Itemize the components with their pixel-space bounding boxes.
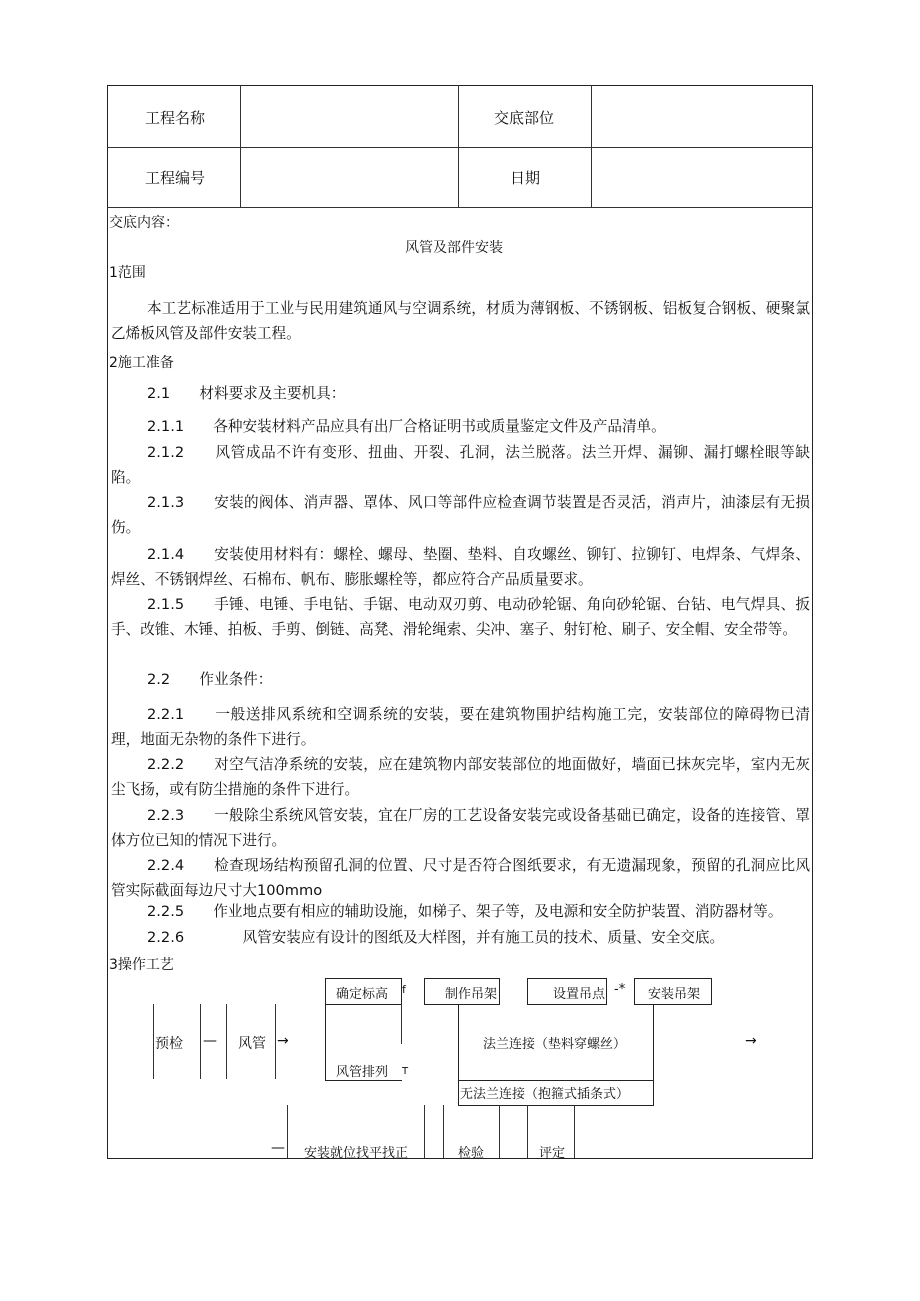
para-2-1-4: 2.1.4 安装使用材料有：螺栓、螺母、垫圈、垫料、自攻螺丝、铆钉、拉铆钉、电焊条、气焊条、焊丝、不锈钢焊丝、石棉布、帆布、膨胀螺栓等，都应符合产品质量要求。 xyxy=(111,546,810,588)
para-2-2-3: 2.2.3 一般除尘系统风管安装，宜在厂房的工艺设备安装完或设备基础已确定，设备的连接管、罩体方位已知的情况下进行。 xyxy=(111,807,810,849)
flow-dash: — xyxy=(271,1140,285,1156)
flow-line xyxy=(153,1004,154,1079)
flow-install-hanger: 安装吊架 xyxy=(648,987,701,1002)
section-1-heading: 1范围 xyxy=(109,265,146,281)
flow-make-hanger: 制作吊架 xyxy=(445,987,498,1002)
flow-flange: 法兰连接（垫料穿螺丝） xyxy=(483,1037,627,1052)
flow-line xyxy=(574,1105,575,1158)
flow-line xyxy=(401,1004,402,1044)
divider xyxy=(107,207,813,208)
section-1-text: 本工艺标准适用于工业与民用建筑通风与空调系统，材质为薄钢板、不锈钢板、铝板复合钢板、硬聚氯乙烯板风管及部件安装工程。 xyxy=(111,300,810,342)
date-label: 日期 xyxy=(510,169,541,187)
flow-line xyxy=(527,1105,528,1158)
para-2-1-1: 2.1.1 各种安装材料产品应具有出厂合格证明书或质量鉴定文件及产品清单。 xyxy=(147,418,666,435)
flow-install-level: 安装就位找平找正 xyxy=(304,1146,409,1161)
section-3-heading: 3操作工艺 xyxy=(109,957,174,973)
flow-duct-arrange: 风管排列 xyxy=(336,1065,389,1080)
handover-part-label: 交底部位 xyxy=(494,109,555,127)
para-2-2-1: 2.2.1 一般送排风系统和空调系统的安装，要在建筑物围护结构施工完，安装部位的障碍物已清理，地面无杂物的条件下进行。 xyxy=(111,706,810,748)
flow-dash: — xyxy=(203,1033,217,1049)
divider xyxy=(458,85,459,207)
para-2-2: 2.2 作业条件： xyxy=(147,671,273,688)
flow-line xyxy=(226,1004,227,1079)
project-name-label: 工程名称 xyxy=(145,109,206,127)
flow-elevation: 确定标高 xyxy=(336,987,389,1002)
flow-line xyxy=(443,1105,444,1158)
para-2-1-2: 2.1.2 风管成品不许有变形、扭曲、开裂、孔洞，法兰脱落。法兰开焊、漏铆、漏打螺栓眼等缺陷。 xyxy=(111,444,810,486)
flow-line xyxy=(424,1105,425,1158)
flow-duct: 风管 xyxy=(238,1036,266,1052)
doc-title: 风管及部件安装 xyxy=(405,240,503,256)
para-2-2-4: 2.2.4 检查现场结构预留孔洞的位置、尺寸是否符合图纸要求，有无遗漏现象，预留的孔洞应比风管实际截面每边尺寸大100mmo xyxy=(111,857,810,899)
divider xyxy=(240,85,241,207)
flow-precheck: 预检 xyxy=(155,1036,183,1052)
flow-line xyxy=(200,1004,201,1079)
section-2-heading: 2施工准备 xyxy=(109,355,174,371)
content-label: 交底内容： xyxy=(109,215,179,231)
arrow-icon: → xyxy=(745,1033,757,1049)
flow-line xyxy=(275,1004,276,1079)
flow-line xyxy=(287,1105,288,1158)
project-no-label: 工程编号 xyxy=(145,169,206,187)
flow-no-flange: 无法兰连接（抱箍式插条式） xyxy=(460,1087,630,1102)
flow-mark-f: f xyxy=(402,983,406,996)
para-2-2-5: 2.2.5 作业地点要有相应的辅助设施，如梯子、架子等，及电源和安全防护装置、消防器材等。 xyxy=(147,903,783,920)
flow-mark-t: T xyxy=(402,1066,409,1077)
flow-inspect: 检验 xyxy=(458,1146,485,1161)
para-2-1: 2.1 材料要求及主要机具： xyxy=(147,385,346,402)
flow-arrow-star: -* xyxy=(614,982,626,997)
divider xyxy=(107,147,813,148)
flow-evaluate: 评定 xyxy=(539,1146,566,1161)
para-2-1-3: 2.1.3 安装的阀体、消声器、罩体、风口等部件应检查调节装置是否灵活，消声片，油漆层有无损伤。 xyxy=(111,494,810,536)
arrow-icon: → xyxy=(277,1033,289,1049)
flow-line xyxy=(499,1105,500,1158)
para-2-2-2: 2.2.2 对空气洁净系统的安装，应在建筑物内部安装部位的地面做好，墙面已抹灰完毕，室内无灰尘飞扬，或有防尘措施的条件下进行。 xyxy=(111,756,810,798)
divider xyxy=(591,85,592,207)
para-2-2-6: 2.2.6 风管安装应有设计的图纸及大样图，并有施工员的技术、质量、安全交底。 xyxy=(147,929,725,946)
para-2-1-5: 2.1.5 手锤、电锤、手电钻、手锯、电动双刃剪、电动砂轮锯、角向砂轮锯、台钻、电气焊具、扳手、改锥、木锤、拍板、手剪、倒链、高凳、滑轮绳索、尖冲、塞子、射钉枪、刷子、安全帽、安全带等。 xyxy=(111,596,810,638)
flow-set-point: 设置吊点 xyxy=(553,987,606,1002)
